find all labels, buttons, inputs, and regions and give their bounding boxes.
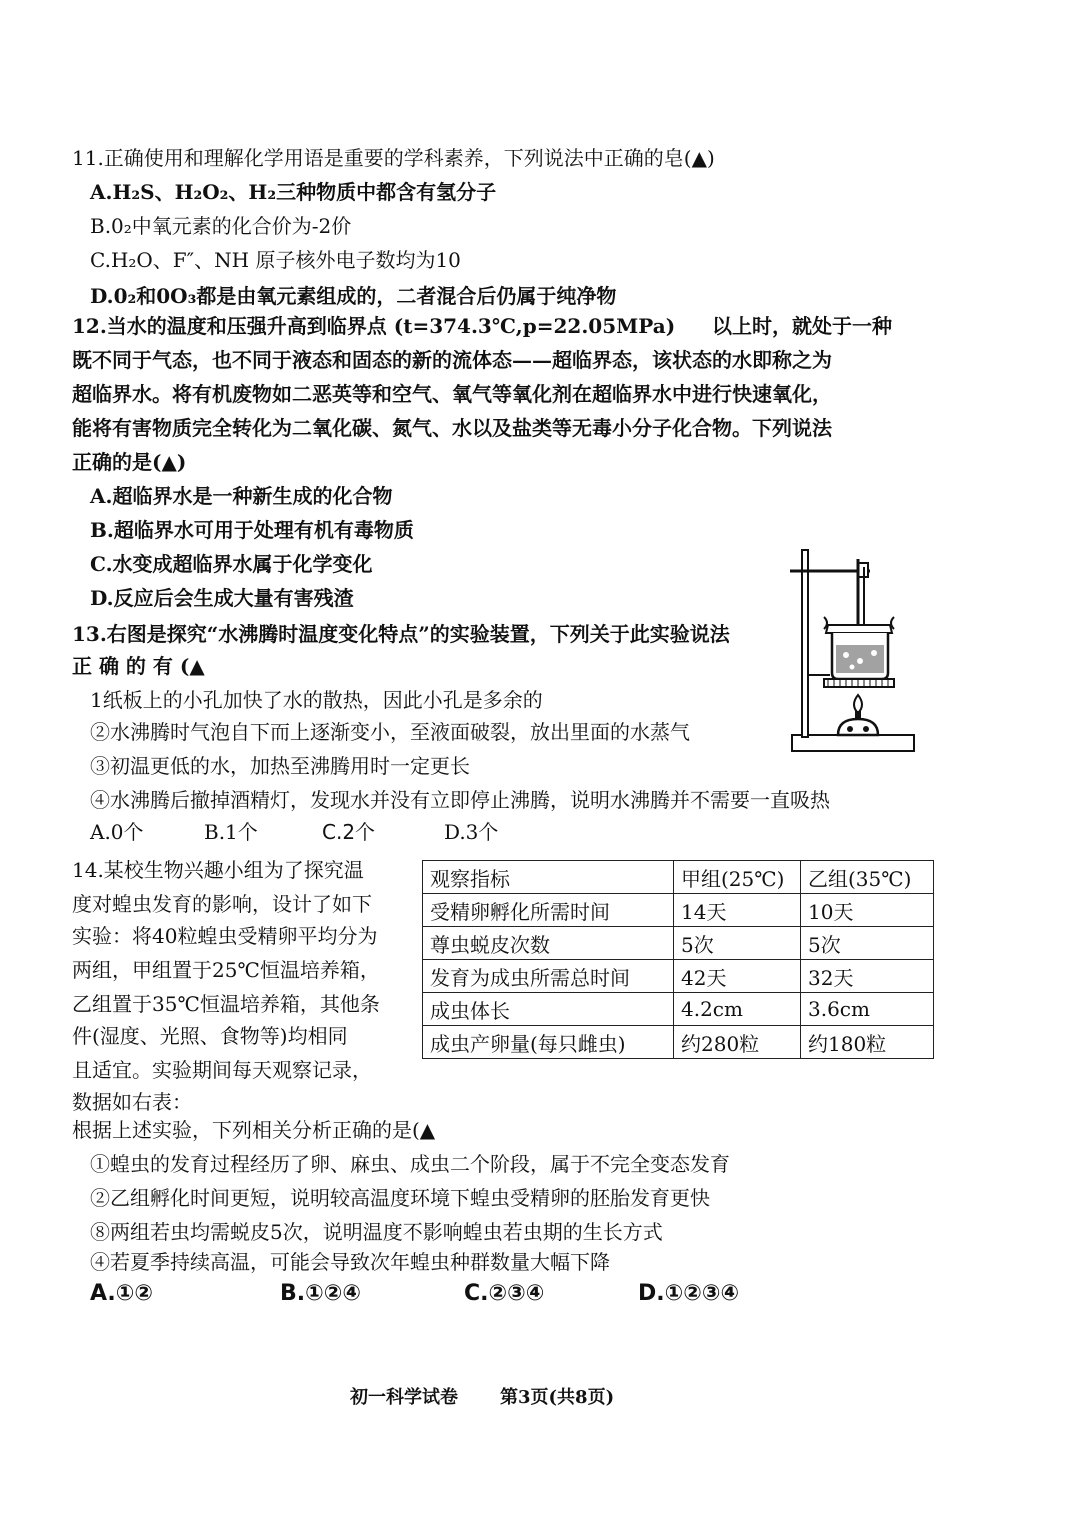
q11-option-b: B.0₂中氧元素的化合价为-2价	[90, 214, 352, 238]
q14-option-a: A.①②	[90, 1281, 154, 1306]
q11-option-d: D.0₂和0O₃都是由氧元素组成的，二者混合后仍属于纯净物	[90, 284, 617, 308]
q14-prompt: 根据上述实验，下列相关分析正确的是(▲	[72, 1118, 436, 1142]
q14-stem-line: 且适宜。实验期间每天观察记录，	[72, 1058, 372, 1082]
table-row	[423, 993, 934, 1026]
q14-item-4: ④若夏季持续高温，可能会导致次年蝗虫种群数量大幅下降	[90, 1250, 610, 1274]
q14-stem-line: 两组，甲组置于25℃恒温培养箱，	[72, 958, 380, 982]
table-cell: 5次	[801, 927, 934, 960]
table-cell: 约180粒	[801, 1026, 934, 1059]
table-row	[423, 960, 934, 993]
q14-stem-line: 实验：将40粒蝗虫受精卵平均分为	[72, 924, 378, 948]
table-row	[423, 894, 934, 927]
q14-item-2: ②乙组孵化时间更短，说明较高温度环境下蝗虫受精卵的胚胎发育更快	[90, 1186, 710, 1210]
q14-stem-line: 乙组置于35℃恒温培养箱，其他条	[72, 992, 380, 1016]
footer-page-number: 第3页(共8页)	[500, 1387, 615, 1408]
q14-option-b: B.①②④	[280, 1281, 362, 1306]
table-cell: 受精卵孵化所需时间	[423, 894, 674, 927]
observation-table	[422, 860, 934, 1059]
table-cell: 14天	[674, 894, 801, 927]
q13-item-1: 1纸板上的小孔加快了水的散热，因此小孔是多余的	[90, 688, 543, 712]
table-cell: 4.2cm	[674, 993, 801, 1026]
q14-stem-line: 件(湿度、光照、食物等)均相同	[72, 1024, 348, 1048]
q14-item-3: ⑧两组若虫均需蜕皮5次，说明温度不影响蝗虫若虫期的生长方式	[90, 1220, 663, 1244]
q11-option-a: A.H₂S、H₂O₂、H₂三种物质中都含有氢分子	[90, 180, 497, 204]
q12-line-3: 超临界水。将有机废物如二恶英等和空气、氧气等氧化剂在超临界水中进行快速氧化，	[72, 382, 832, 406]
table-cell: 10天	[801, 894, 934, 927]
q14-option-c: C.②③④	[464, 1281, 545, 1306]
q12-line-4: 能将有害物质完全转化为二氧化碳、氮气、水以及盐类等无毒小分子化合物。下列说法	[72, 416, 832, 440]
q13-item-4: ④水沸腾后撤掉酒精灯，发现水并没有立即停止沸腾，说明水沸腾并不需要一直吸热	[90, 788, 830, 812]
q12-option-a: A.超临界水是一种新生成的化合物	[90, 484, 393, 508]
q12-option-c: C.水变成超临界水属于化学变化	[90, 552, 373, 576]
table-header-row	[423, 861, 934, 894]
q11-stem: 11.正确使用和理解化学用语是重要的学科素养，下列说法中正确的皂(▲)	[72, 146, 715, 170]
footer-subject: 初一科学试卷	[350, 1387, 458, 1408]
q14-option-d: D.①②③④	[638, 1281, 740, 1306]
q14-stem-line: 度对蝗虫发育的影响，设计了如下	[72, 892, 372, 916]
table-cell: 成虫体长	[423, 993, 674, 1026]
q13-line-2: 正 确 的 有 (▲	[72, 654, 205, 678]
table-header-cell: 甲组(25℃)	[674, 861, 801, 894]
q13-option-c: C.2个	[322, 820, 376, 844]
q12-line-5: 正确的是(▲)	[72, 450, 187, 474]
table-row	[423, 927, 934, 960]
q13-item-2: ②水沸腾时气泡自下而上逐渐变小，至液面破裂，放出里面的水蒸气	[90, 720, 690, 744]
q13-option-b: B.1个	[204, 820, 258, 844]
q13-option-a: A.0个	[90, 820, 144, 844]
boiling-apparatus-illustration	[780, 545, 920, 765]
table-cell: 42天	[674, 960, 801, 993]
q14-item-1: ①蝗虫的发育过程经历了卵、麻虫、成虫二个阶段，属于不完全变态发育	[90, 1152, 730, 1176]
q12-line-2: 既不同于气态，也不同于液态和固态的新的流体态——超临界态，该状态的水即称之为	[72, 348, 832, 372]
q13-line-1: 13.右图是探究“水沸腾时温度变化特点”的实验装置，下列关于此实验说法	[72, 622, 730, 646]
table-cell: 5次	[674, 927, 801, 960]
table-cell: 约280粒	[674, 1026, 801, 1059]
q12-option-b: B.超临界水可用于处理有机有毒物质	[90, 518, 414, 542]
q13-option-d: D.3个	[444, 820, 499, 844]
q14-stem-line: 数据如右表：	[72, 1090, 192, 1114]
q12-line-1a: 12.当水的温度和压强升高到临界点 (t=374.3℃,p=22.05MPa)	[72, 314, 676, 338]
table-header-cell: 观察指标	[423, 861, 674, 894]
table-cell: 发育为成虫所需总时间	[423, 960, 674, 993]
q12-line-1b: 以上时，就处于一种	[712, 314, 892, 338]
table-header-cell: 乙组(35℃)	[801, 861, 934, 894]
q13-item-3: ③初温更低的水，加热至沸腾用时一定更长	[90, 754, 470, 778]
table-row	[423, 1026, 934, 1059]
table-cell: 成虫产卵量(每只雌虫)	[423, 1026, 674, 1059]
q14-stem-line: 14.某校生物兴趣小组为了探究温	[72, 858, 364, 882]
q11-option-c: C.H₂O、F″、NH 原子核外电子数均为10	[90, 248, 461, 272]
table-cell: 32天	[801, 960, 934, 993]
table-cell: 3.6cm	[801, 993, 934, 1026]
table-cell: 尊虫蜕皮次数	[423, 927, 674, 960]
q12-option-d: D.反应后会生成大量有害残渣	[90, 586, 354, 610]
